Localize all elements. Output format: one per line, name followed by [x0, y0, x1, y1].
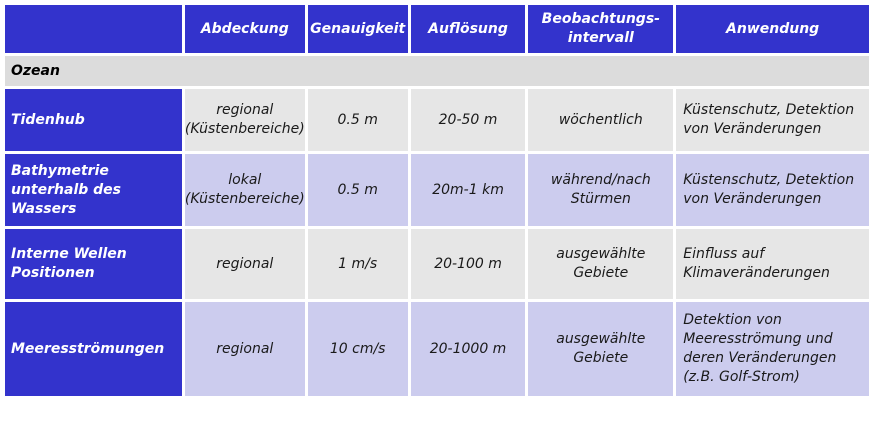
row-label: Meeresströmungen — [5, 302, 182, 396]
cell-intervall: während/nach Stürmen — [528, 154, 673, 226]
cell-genauigkeit: 0.5 m — [308, 154, 408, 226]
data-table — [2, 2, 872, 399]
cell-genauigkeit: 0.5 m — [308, 89, 408, 151]
section-row — [5, 56, 869, 86]
row-label: Bathymetrie unterhalb des Wassers — [5, 154, 182, 226]
header-anwendung: Anwendung — [676, 5, 869, 53]
cell-aufloesung: 20-1000 m — [411, 302, 526, 396]
table-row — [5, 154, 869, 226]
cell-abdeckung: regional (Küstenbereiche) — [185, 89, 305, 151]
cell-abdeckung: regional — [185, 302, 305, 396]
row-label: Interne Wellen Positionen — [5, 229, 182, 299]
cell-anwendung: Detektion von Meeresströmung und deren Veränderungen (z.B. Golf-Strom) — [676, 302, 869, 396]
cell-aufloesung: 20m-1 km — [411, 154, 526, 226]
data-table-container — [2, 2, 872, 399]
cell-abdeckung: lokal (Küstenbereiche) — [185, 154, 305, 226]
cell-intervall: ausgewählte Gebiete — [528, 229, 673, 299]
cell-anwendung: Küstenschutz, Detektion von Veränderungen — [676, 154, 869, 226]
header-empty-cell — [5, 5, 182, 53]
header-genauigkeit: Genauigkeit — [308, 5, 408, 53]
table-row — [5, 89, 869, 151]
cell-intervall: wöchentlich — [528, 89, 673, 151]
cell-intervall: ausgewählte Gebiete — [528, 302, 673, 396]
cell-abdeckung: regional — [185, 229, 305, 299]
cell-aufloesung: 20-100 m — [411, 229, 526, 299]
header-aufloesung: Auflösung — [411, 5, 526, 53]
cell-genauigkeit: 10 cm/s — [308, 302, 408, 396]
cell-anwendung: Küstenschutz, Detektion von Veränderungen — [676, 89, 869, 151]
section-label-ozean: Ozean — [5, 56, 869, 86]
cell-genauigkeit: 1 m/s — [308, 229, 408, 299]
header-intervall: Beobachtungs- intervall — [528, 5, 673, 53]
row-label: Tidenhub — [5, 89, 182, 151]
table-row — [5, 302, 869, 396]
header-row — [5, 5, 869, 53]
cell-anwendung: Einfluss auf Klimaveränderungen — [676, 229, 869, 299]
cell-aufloesung: 20-50 m — [411, 89, 526, 151]
header-abdeckung: Abdeckung — [185, 5, 305, 53]
table-row — [5, 229, 869, 299]
